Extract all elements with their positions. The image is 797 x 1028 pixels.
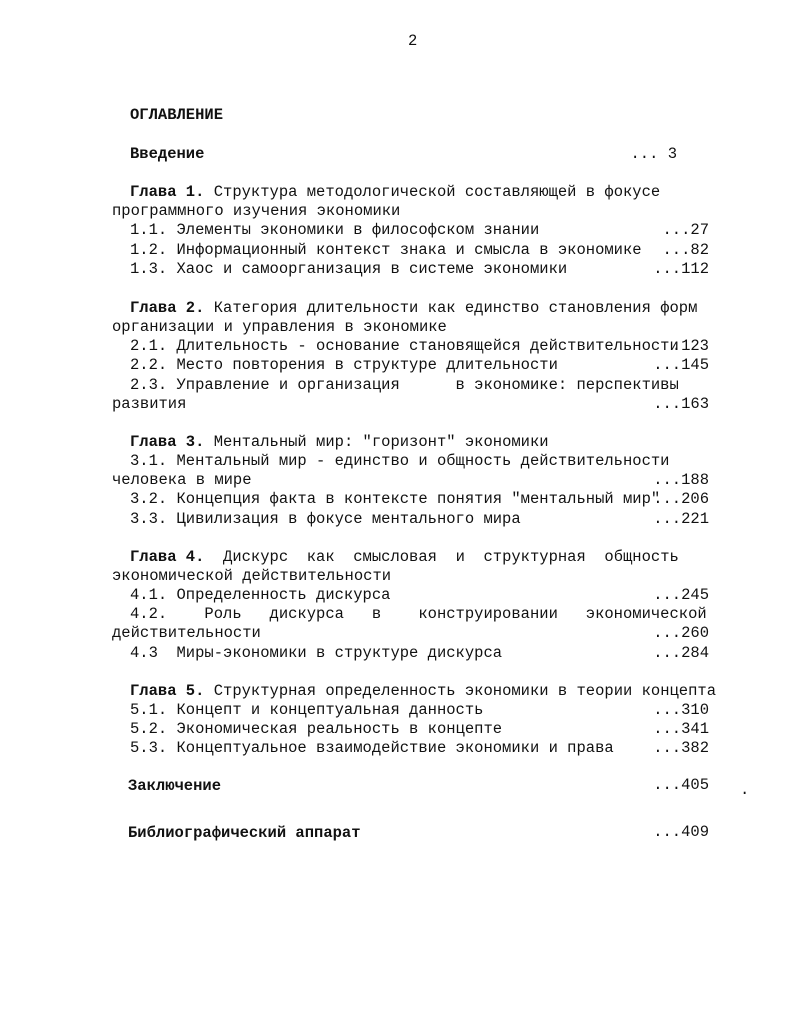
ch1-s2: 1.2. Информационный контекст знака и смысла в экономике (130, 241, 642, 259)
ch3-p3: ...221 (653, 510, 709, 528)
ch3-s1: 3.1. Ментальный мир - единство и общность действительности (130, 452, 670, 470)
ch3-p2: ...206 (653, 490, 709, 508)
ch4-s2: 4.2. Роль дискурса в конструировании экономической (130, 605, 707, 623)
ch2-title: Глава 2. Категория длительности как единство становления форм (130, 299, 698, 317)
ch1-title-cont: программного изучения экономики (112, 202, 401, 220)
ch3-s3: 3.3. Цивилизация в фокусе ментального мира (130, 510, 521, 528)
intro-label: Введение (130, 145, 205, 163)
ch4-p2: ...260 (653, 624, 709, 642)
ch4-p1: ...245 (653, 586, 709, 604)
ch5-p1: ...310 (653, 701, 709, 719)
ch3-s1-cont: человека в мире (112, 471, 252, 489)
ch4-s2-cont: действительности (112, 624, 261, 642)
page-number: 2 (408, 32, 418, 50)
biblio-page: ...409 (653, 823, 709, 841)
ch2-s1: 2.1. Длительность - основание становящейся действительности (130, 337, 679, 355)
ch1-s3: 1.3. Хаос и самоорганизация в системе экономики (130, 260, 568, 278)
toc-title: ОГЛАВЛЕНИЕ (130, 106, 224, 124)
ch2-title-cont: организации и управления в экономике (112, 318, 447, 336)
ch4-p3: ...284 (653, 644, 709, 662)
ch2-p2: ...145 (653, 356, 709, 374)
ch4-s3: 4.3 Миры-экономики в структуре дискурса (130, 644, 503, 662)
ch5-p3: ...382 (653, 739, 709, 757)
ch4-s1: 4.1. Определенность дискурса (130, 586, 391, 604)
ch2-s3-cont: развития (112, 395, 187, 413)
ch2-p3: ...163 (653, 395, 709, 413)
conclusion-label: Заключение (128, 777, 222, 795)
conclusion-page: ...405 (653, 776, 709, 794)
ch3-title: Глава 3. Ментальный мир: "горизонт" экономики (130, 433, 549, 451)
ch5-s2: 5.2. Экономическая реальность в концепте (130, 720, 503, 738)
ch2-s2: 2.2. Место повторения в структуре длительности (130, 356, 558, 374)
ch1-p3: ...112 (653, 260, 709, 278)
ch1-s1: 1.1. Элементы экономики в философском знании (130, 221, 540, 239)
ch4-title: Глава 4. Дискурс как смысловая и структурная общность (130, 548, 679, 566)
ch5-s3: 5.3. Концептуальное взаимодействие экономики и права (130, 739, 614, 757)
ch2-p1: .123 (671, 337, 709, 355)
ch1-p1: ...27 (662, 221, 709, 239)
intro-page: ... 3 (630, 145, 677, 163)
ch2-s3: 2.3. Управление и организация в экономике: перспективы (130, 376, 679, 394)
ch5-title: Глава 5. Структурная определенность экономики в теории концепта (130, 682, 717, 700)
biblio-label: Библиографический аппарат (128, 824, 361, 842)
ch3-p1: ...188 (653, 471, 709, 489)
ch1-p2: ...82 (662, 241, 709, 259)
ch4-title-cont: экономической действительности (112, 567, 392, 585)
ch5-s1: 5.1. Концепт и концептуальная данность (130, 701, 484, 719)
ch3-s2: 3.2. Концепция факта в контексте понятия "ментальный мир" (130, 490, 661, 508)
stray-dot: . (740, 781, 750, 799)
ch5-p2: ...341 (653, 720, 709, 738)
ch1-title: Глава 1. Структура методологической составляющей в фокусе (130, 183, 661, 201)
